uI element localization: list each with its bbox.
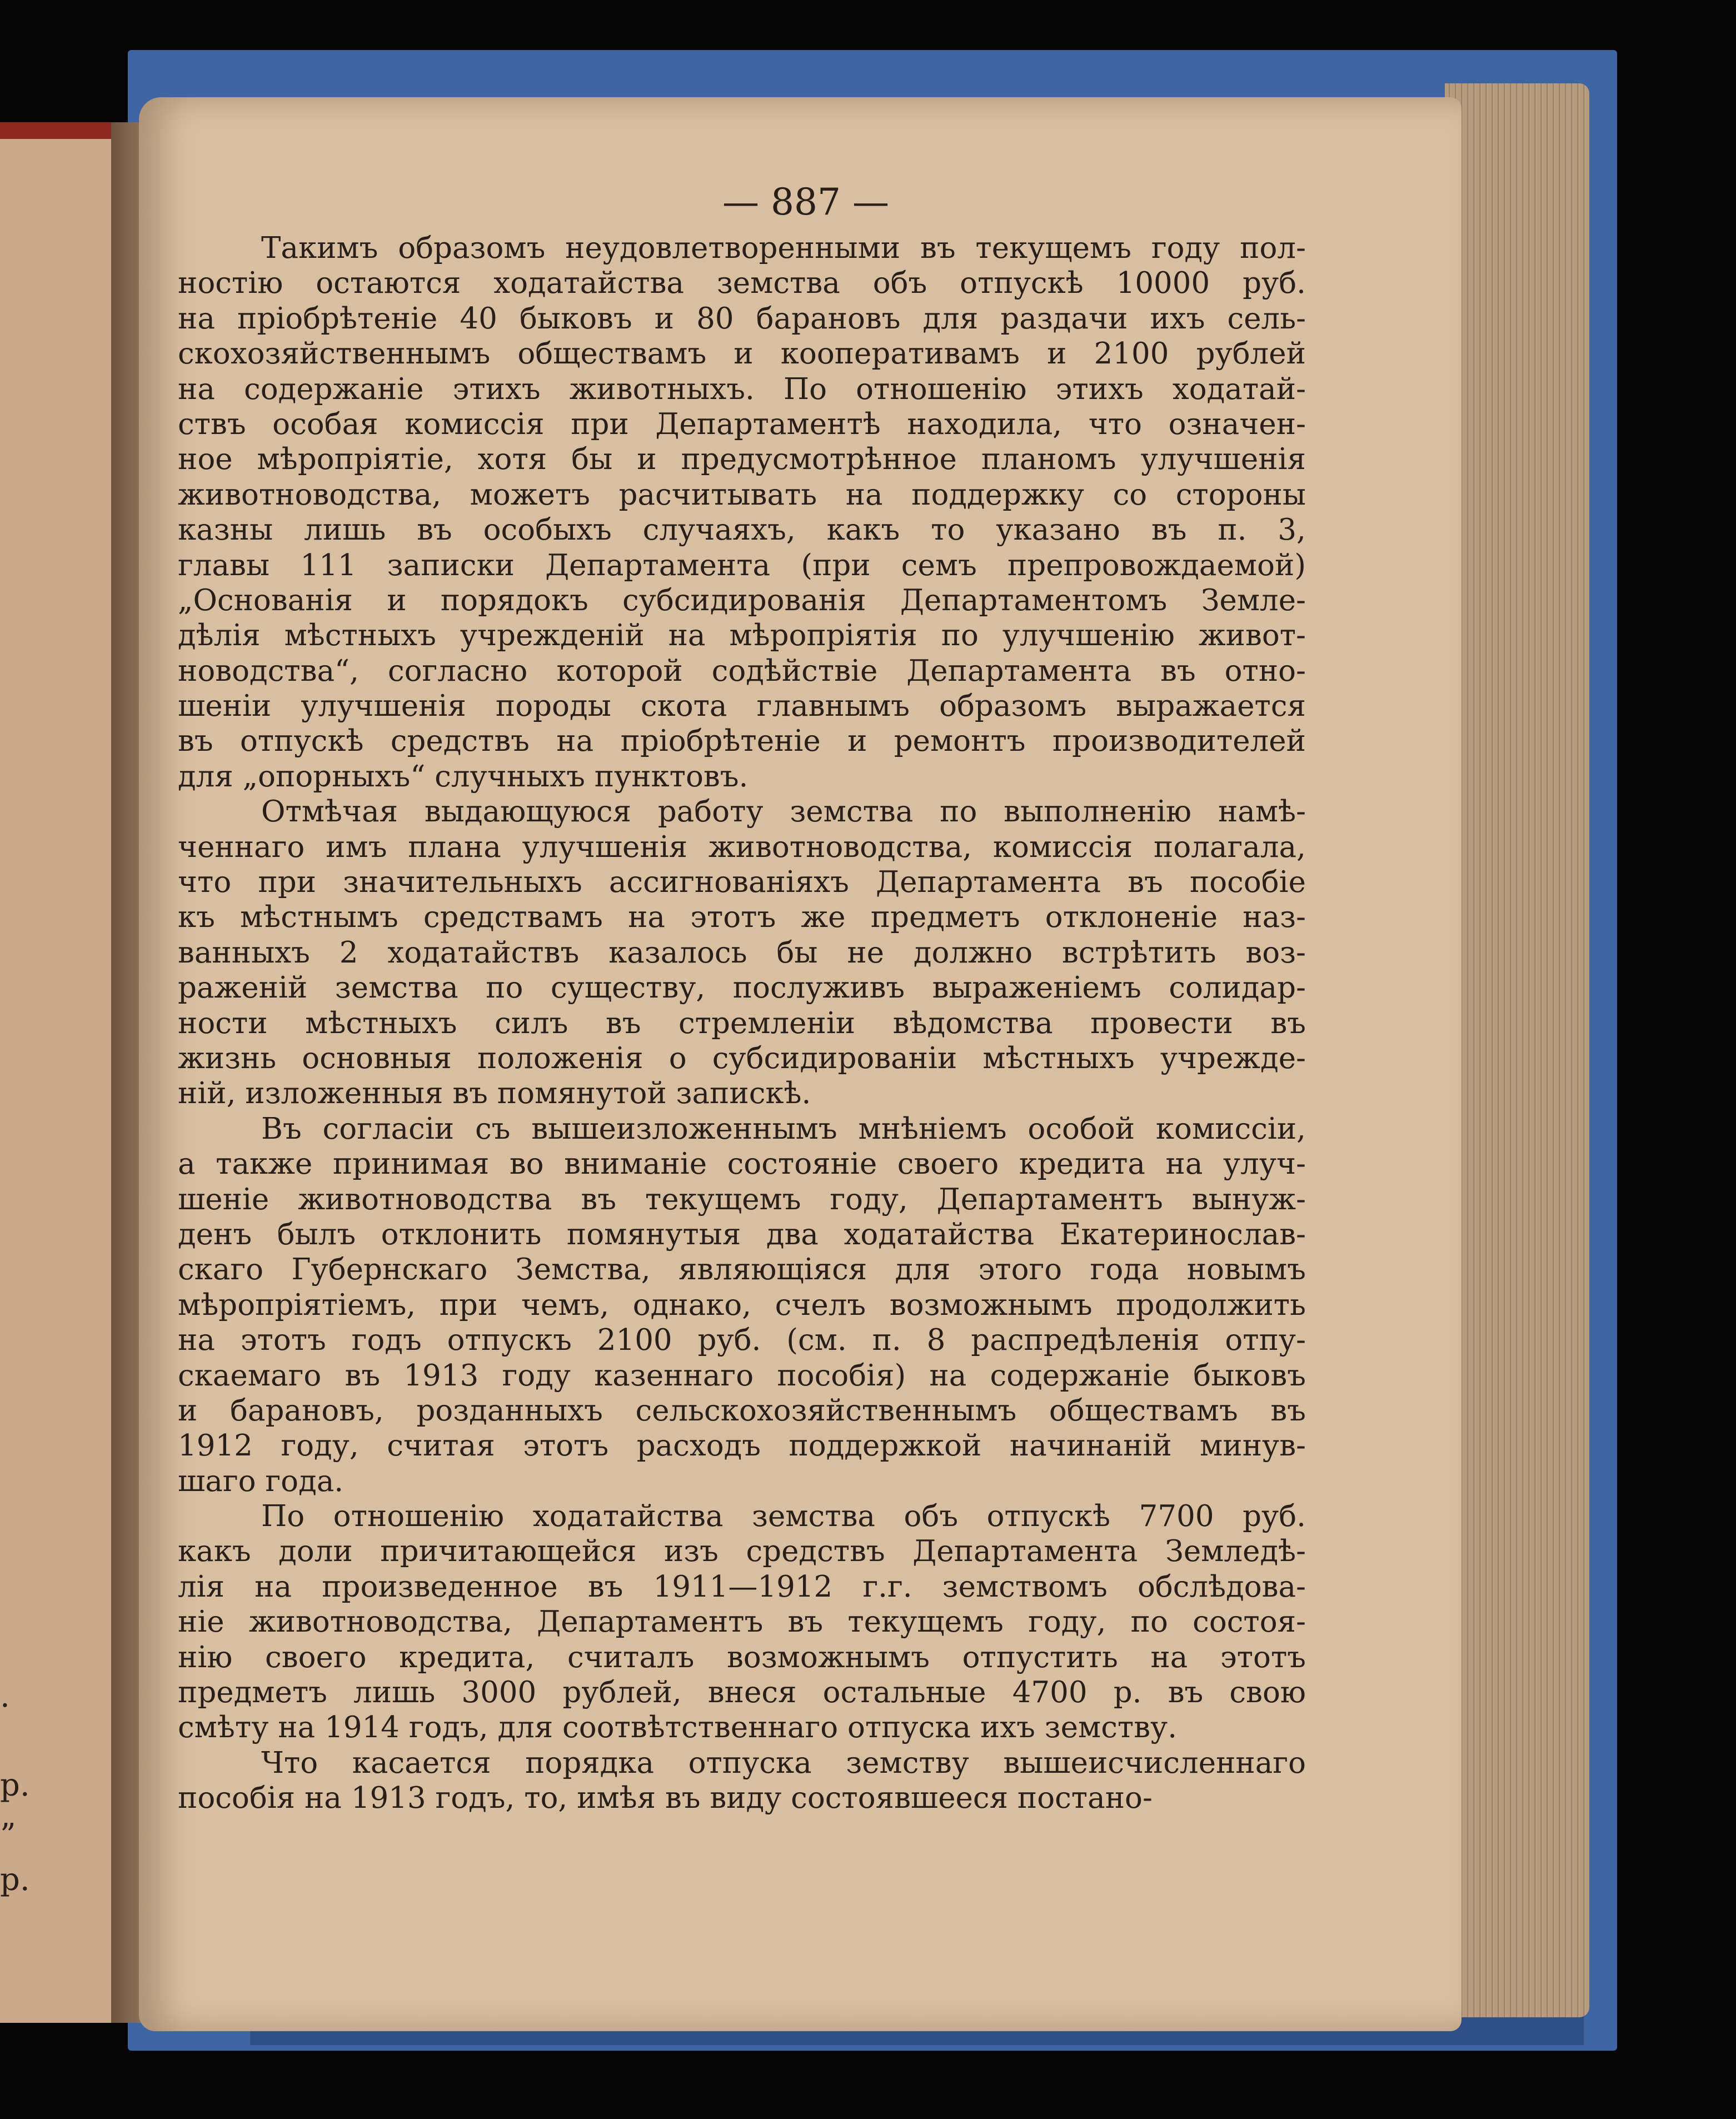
text-line: шеніи улучшенія породы скота главнымъ образомъ выражается bbox=[178, 689, 1306, 724]
text-line: пособія на 1913 годъ, то, имѣя въ виду состоявшееся постано- bbox=[178, 1781, 1153, 1816]
text-line: раженій земства по существу, послуживъ выраженіемъ солидар- bbox=[178, 971, 1306, 1005]
text-line: въ отпускѣ средствъ на пріобрѣтеніе и ремонтъ производителей bbox=[178, 724, 1306, 759]
text-line: лія на произведенное въ 1911—1912 г.г. земствомъ обслѣдова- bbox=[178, 1569, 1306, 1604]
text-line: ній, изложенныя въ помянутой запискѣ. bbox=[178, 1076, 811, 1111]
text-line: а также принимая во вниманіе состояніе своего кредита на улуч- bbox=[178, 1147, 1306, 1181]
text-line: денъ былъ отклонить помянутыя два ходатайства Екатеринослав- bbox=[178, 1217, 1306, 1252]
margin-fragment: . bbox=[0, 1678, 10, 1714]
text-line: на пріобрѣтеніе 40 быковъ и 80 барановъ для раздачи ихъ сель- bbox=[178, 301, 1306, 336]
text-line: жизнь основныя положенія о субсидированіи мѣстныхъ учрежде- bbox=[178, 1041, 1306, 1075]
text-line: смѣту на 1914 годъ, для соотвѣтственнаго отпуска ихъ земству. bbox=[178, 1711, 1178, 1745]
text-line: скохозяйственнымъ обществамъ и кооперативамъ и 2100 рублей bbox=[178, 337, 1306, 371]
text-line: ностію остаются ходатайства земства объ отпускѣ 10000 руб. bbox=[178, 266, 1306, 301]
page bbox=[139, 97, 1461, 2031]
text-line: къ мѣстнымъ средствамъ на этотъ же предметъ отклоненіе наз- bbox=[178, 900, 1306, 935]
text-line: животноводства, можетъ расчитывать на поддержку со стороны bbox=[178, 477, 1306, 512]
text-line: мѣропріятіемъ, при чемъ, однако, счелъ возможнымъ продолжить bbox=[178, 1288, 1306, 1322]
text-line: казны лишь въ особыхъ случаяхъ, какъ то указано въ п. 3, bbox=[178, 513, 1306, 547]
margin-fragment: р. bbox=[0, 1862, 30, 1898]
text-line: ное мѣропріятіе, хотя бы и предусмотрѣнное планомъ улучшенія bbox=[178, 442, 1306, 477]
text-line: шаго года. bbox=[178, 1464, 344, 1498]
text-line: что при значительныхъ ассигнованіяхъ Департамента въ пособіе bbox=[178, 865, 1306, 900]
text-line: и барановъ, розданныхъ сельскохозяйственнымъ обществамъ въ bbox=[178, 1393, 1306, 1428]
text-line: скаго Губернскаго Земства, являющіяся для этого года новымъ bbox=[178, 1253, 1306, 1287]
text-line: на содержаніе этихъ животныхъ. По отношенію этихъ ходатай- bbox=[178, 372, 1306, 406]
text-line: новодства“, согласно которой содѣйствіе Департамента въ отно- bbox=[178, 654, 1306, 688]
text-line: дѣлія мѣстныхъ учрежденій на мѣропріятія по улучшенію живот- bbox=[178, 619, 1306, 653]
text-line: ности мѣстныхъ силъ въ стремленіи вѣдомства провести въ bbox=[178, 1006, 1306, 1040]
text-line: Отмѣчая выдающуюся работу земства по выполненію намѣ- bbox=[261, 795, 1306, 829]
text-line: нію своего кредита, считалъ возможнымъ отпустить на этотъ bbox=[178, 1640, 1306, 1674]
text-line: 1912 году, считая этотъ расходъ поддержкой начинаній минув- bbox=[178, 1429, 1306, 1463]
text-line: скаемаго въ 1913 году казеннаго пособія) на содержаніе быковъ bbox=[178, 1358, 1306, 1393]
text-line: По отношенію ходатайства земства объ отпускѣ 7700 руб. bbox=[261, 1499, 1306, 1534]
body-text bbox=[178, 231, 1306, 1816]
text-line: для „опорныхъ“ случныхъ пунктовъ. bbox=[178, 759, 749, 794]
page-number: — 887 — bbox=[722, 181, 889, 223]
text-line: ванныхъ 2 ходатайствъ казалось бы не должно встрѣтить воз- bbox=[178, 935, 1306, 970]
text-line: Что касается порядка отпуска земству вышеисчисленнаго bbox=[261, 1746, 1306, 1780]
text-line: ніе животноводства, Департаментъ въ текущемъ году, по состоя- bbox=[178, 1605, 1306, 1639]
margin-fragment: р. bbox=[0, 1767, 30, 1803]
page-stack-edges bbox=[1445, 83, 1589, 2017]
text-line: ченнаго имъ плана улучшенія животноводства, комиссія полагала, bbox=[178, 830, 1306, 864]
text-line: Въ согласіи съ вышеизложеннымъ мнѣніемъ особой комиссіи, bbox=[261, 1111, 1306, 1146]
margin-fragment: ” bbox=[0, 1817, 16, 1853]
text-line: какъ доли причитающейся изъ средствъ Департамента Земледѣ- bbox=[178, 1534, 1306, 1569]
text-line: предметъ лишь 3000 рублей, внеся остальные 4700 р. въ свою bbox=[178, 1676, 1306, 1710]
text-line: Такимъ образомъ неудовлетворенными въ текущемъ году пол- bbox=[261, 231, 1306, 265]
text-line: главы 111 записки Департамента (при семъ препровождаемой) bbox=[178, 548, 1306, 582]
text-line: шеніе животноводства въ текущемъ году, Департаментъ вынуж- bbox=[178, 1182, 1306, 1216]
text-line: ствъ особая комиссія при Департаментѣ находила, что означен- bbox=[178, 407, 1306, 441]
text-line: „Основанія и порядокъ субсидированія Департаментомъ Земле- bbox=[178, 583, 1306, 617]
text-line: на этотъ годъ отпускъ 2100 руб. (см. п. 8 распредѣленія отпу- bbox=[178, 1323, 1306, 1358]
